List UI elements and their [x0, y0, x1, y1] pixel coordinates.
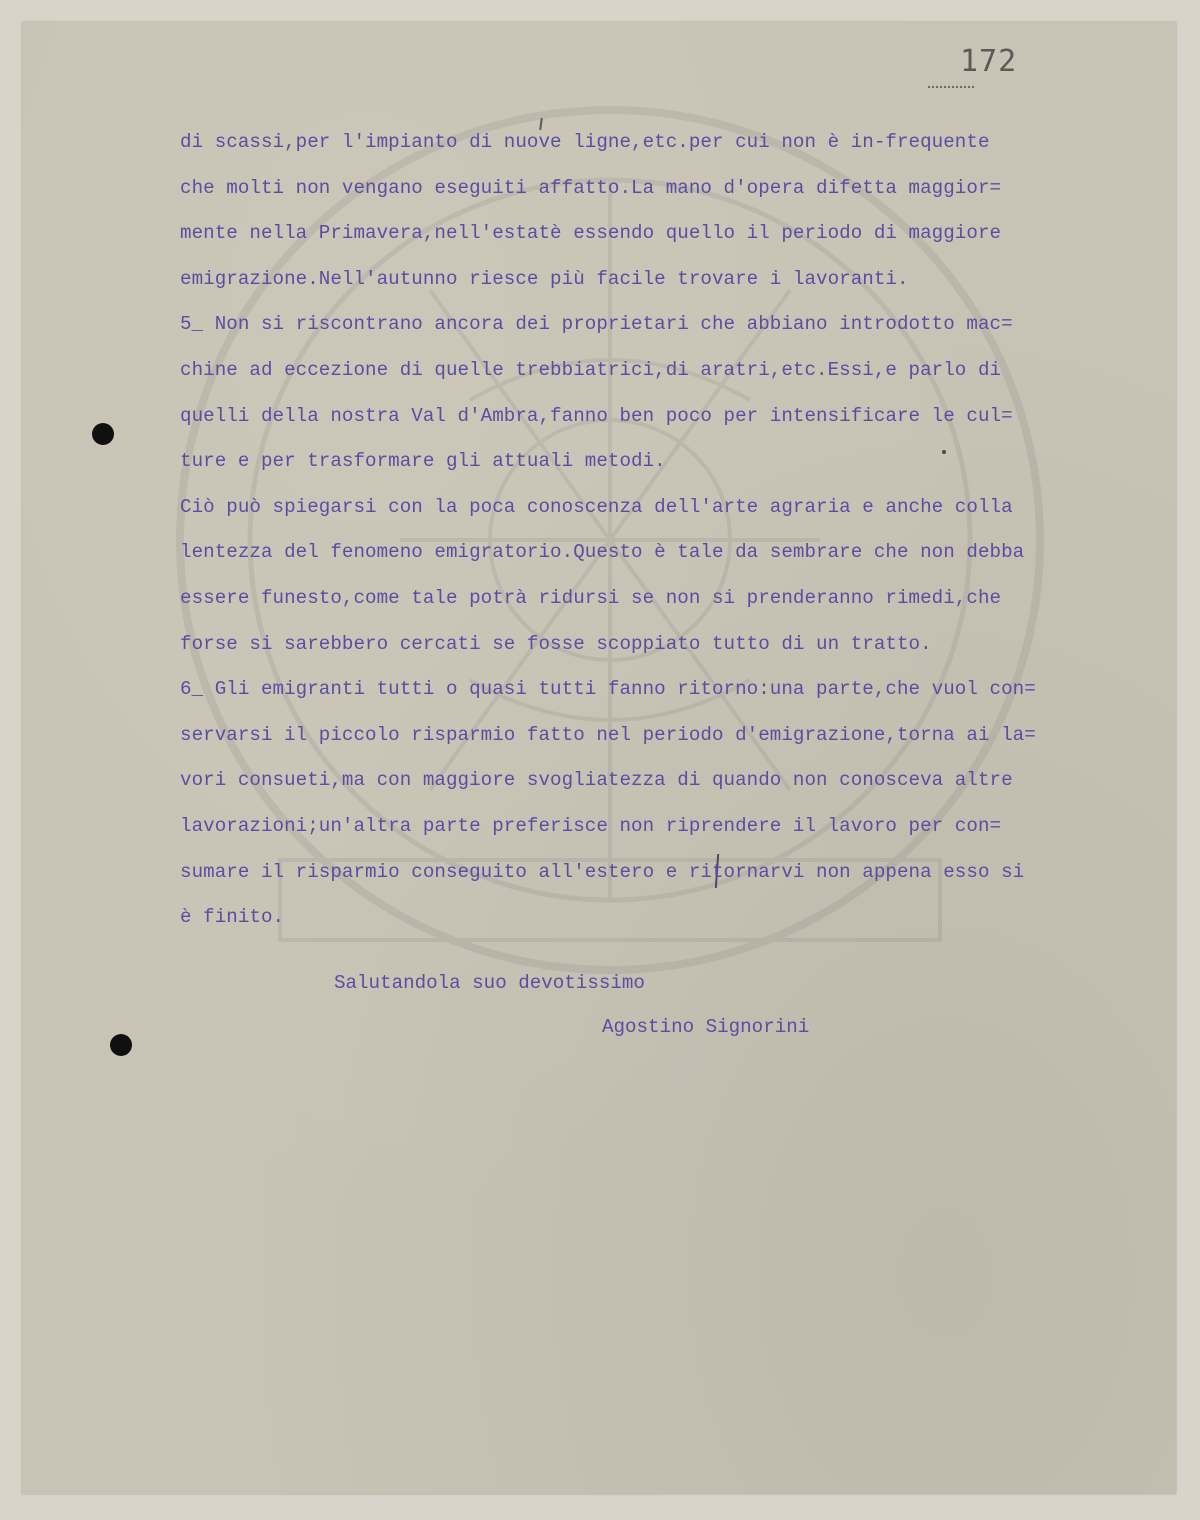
body-line: chine ad eccezione di quelle trebbiatrici,di aratri,etc.Essi,e parlo di [180, 358, 1002, 381]
closing-salutation: Salutandola suo devotissimo [334, 972, 645, 994]
body-line: quelli della nostra Val d'Ambra,fanno ben poco per intensificare le cul= [180, 404, 1013, 427]
signature-name: Agostino Signorini [602, 1016, 810, 1038]
letter-body [180, 120, 1160, 941]
body-line: 5_ Non si riscontrano ancora dei proprietari che abbiano introdotto mac= [180, 313, 1013, 336]
body-line: sumare il risparmio conseguito all'estero e ritornarvi non appena esso si [180, 860, 1025, 883]
punch-hole-icon [92, 423, 114, 445]
body-line: è finito. [180, 906, 285, 929]
page-number-underline [928, 86, 974, 90]
body-line: mente nella Primavera,nell'estatè essendo quello il periodo di maggiore [180, 222, 1002, 245]
body-line: emigrazione.Nell'autunno riesce più facile trovare i lavoranti. [180, 267, 909, 290]
body-line: lentezza del fenomeno emigratorio.Questo è tale da sembrare che non debba [180, 541, 1025, 564]
page-number: 172 [960, 44, 1018, 79]
body-line: vori consueti,ma con maggiore svogliatezza di quando non conosceva altre [180, 769, 1013, 792]
body-line: 6_ Gli emigranti tutti o quasi tutti fanno ritorno:una parte,che vuol con= [180, 678, 1036, 701]
body-line: Ciò può spiegarsi con la poca conoscenza dell'arte agraria e anche colla [180, 495, 1013, 518]
body-line: che molti non vengano eseguiti affatto.La mano d'opera difetta maggior= [180, 176, 1002, 199]
body-line: servarsi il piccolo risparmio fatto nel periodo d'emigrazione,torna ai la= [180, 723, 1036, 746]
body-line: ture e per trasformare gli attuali metodi. [180, 450, 666, 473]
body-line: forse si sarebbero cercati se fosse scoppiato tutto di un tratto. [180, 632, 932, 655]
body-line: di scassi,per l'impianto di nuove ligne,etc.per cui non è in-frequente [180, 131, 990, 153]
punch-hole-icon [110, 1034, 132, 1056]
body-line: essere funesto,come tale potrà ridursi se non si prenderanno rimedi,che [180, 586, 1002, 609]
body-line: lavorazioni;un'altra parte preferisce non riprendere il lavoro per con= [180, 814, 1002, 837]
